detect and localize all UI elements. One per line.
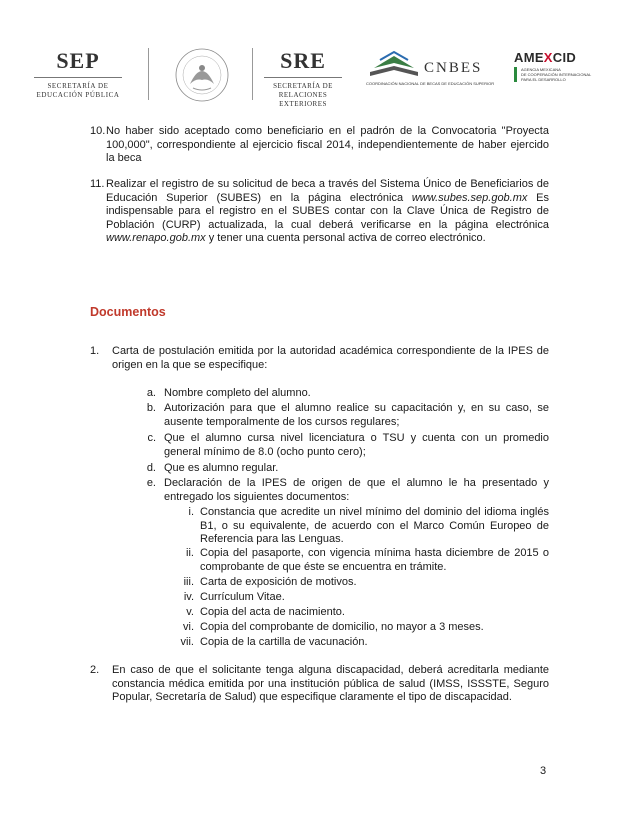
sre-logo-line2: RELACIONES EXTERIORES xyxy=(278,91,328,108)
cnbes-logo-subtitle: COORDINACIÓN NACIONAL DE BECAS DE EDUCACIÓN SUPERIOR xyxy=(366,81,495,86)
roman-item: Copia de la cartilla de vacunación. xyxy=(200,636,368,648)
sublist-item: Que el alumno cursa nivel licenciatura o TSU y cuenta con un promedio general mínimo de 8.0 (ocho punto cero); xyxy=(164,432,549,458)
roman-item: Copia del acta de nacimiento. xyxy=(200,606,345,618)
sep-logo-rule xyxy=(34,77,122,78)
amexcid-logo xyxy=(514,50,606,98)
sre-logo-line1: SECRETARÍA DE xyxy=(273,82,333,90)
amexcid-logo-title: AMEXCID xyxy=(514,50,577,65)
list-item-number: 2. xyxy=(90,664,100,676)
sublist-item: Nombre completo del alumno. xyxy=(164,387,311,399)
roman-label: i. xyxy=(188,506,194,518)
page-header xyxy=(0,0,638,110)
roman-label: ii. xyxy=(186,547,194,559)
roman-item: Copia del comprobante de domicilio, no mayor a 3 meses. xyxy=(200,621,484,633)
list-item-text: Carta de postulación emitida por la autoridad académica correspondiente de la IPES de origen en la que se especifique: xyxy=(112,345,549,371)
sublist-label: b. xyxy=(146,402,156,414)
sep-logo-line1: SECRETARÍA DE xyxy=(47,82,109,90)
list-item-number: 11. xyxy=(90,178,105,190)
roman-label: vi. xyxy=(183,621,194,633)
sublist-label: d. xyxy=(146,462,156,474)
roman-label: v. xyxy=(186,606,194,618)
roman-item: Currículum Vitae. xyxy=(200,591,285,603)
sre-logo xyxy=(258,48,348,109)
header-divider xyxy=(252,48,253,100)
sublist-label: c. xyxy=(147,432,156,444)
roman-item: Copia del pasaporte, con vigencia mínima hasta diciembre de 2015 o comprobante de que éste se encuentra en trámite. xyxy=(200,547,549,573)
cnbes-logo-title: CNBES xyxy=(424,60,483,76)
sublist-item: Declaración de la IPES de origen de que el alumno le ha presentado y entregado los siguientes documentos: xyxy=(164,477,549,503)
sep-logo xyxy=(28,48,128,100)
renapo-link[interactable]: www.renapo.gob.mx xyxy=(106,232,206,244)
roman-item: Carta de exposición de motivos. xyxy=(200,576,357,588)
sep-logo-line2: EDUCACIÓN PÚBLICA xyxy=(36,91,120,99)
header-divider xyxy=(148,48,149,100)
sre-logo-title: SRE xyxy=(280,48,326,73)
list-item-number: 1. xyxy=(90,345,100,357)
sublist-item: Autorización para que el alumno realice su capacitación y, en su caso, se ausente temporalmente de los cursos regulares; xyxy=(164,402,549,428)
roman-label: iv. xyxy=(183,591,194,603)
list-item-text: Realizar el registro de su solicitud de beca a través del Sistema Único de Beneficiarios de Educación Superior (SUBES) en la página electrónica www.subes.sep.gob.mx Es indispensable para el registro en el SUBES contar con la Clave Única de Registro de Población (CURP) actualizada, la cual deberá verificarse en la página electrónica www.renapo.gob.mx y tener una cuenta personal activa de correo electrónico. xyxy=(106,178,549,244)
roman-label: vii. xyxy=(180,636,194,648)
sublist-item: Que es alumno regular. xyxy=(164,462,279,474)
sre-logo-rule xyxy=(264,77,342,78)
sublist-label: e. xyxy=(146,477,156,489)
cnbes-book-icon xyxy=(366,50,422,80)
list-item-text: No haber sido aceptado como beneficiario en el padrón de la Convocatoria "Proyecta 100,000", correspondiente al ejercicio fiscal 2014, independientemente de haber ejercido la beca xyxy=(106,125,549,164)
national-seal-logo xyxy=(160,44,244,106)
roman-label: iii. xyxy=(183,576,194,588)
list-item-number: 10. xyxy=(90,125,106,137)
section-heading: Documentos xyxy=(90,305,166,319)
sep-logo-title: SEP xyxy=(56,48,100,73)
subes-link[interactable]: www.subes.sep.gob.mx xyxy=(411,191,528,204)
page-number: 3 xyxy=(540,765,547,777)
roman-item: Constancia que acredite un nivel mínimo del dominio del idioma inglés B1, o su equivalente, de acuerdo con el Marco Común Europeo de Referencia para las Lenguas. xyxy=(200,506,549,545)
eagle-seal-icon xyxy=(160,44,244,106)
cnbes-logo xyxy=(366,50,506,100)
list-item-text: En caso de que el solicitante tenga alguna discapacidad, deberá acreditarla mediante constancia médica emitida por una institución pública de salud (IMSS, ISSSTE, Seguro Popular, Secretaría de Salud) que especifique claramente el tipo de discapacidad. xyxy=(112,664,549,703)
amexcid-logo-subtitle: AGENCIA MEXICANA DE COOPERACIÓN INTERNACIONAL PARA EL DESARROLLO xyxy=(514,67,606,82)
sublist-label: a. xyxy=(146,387,156,399)
